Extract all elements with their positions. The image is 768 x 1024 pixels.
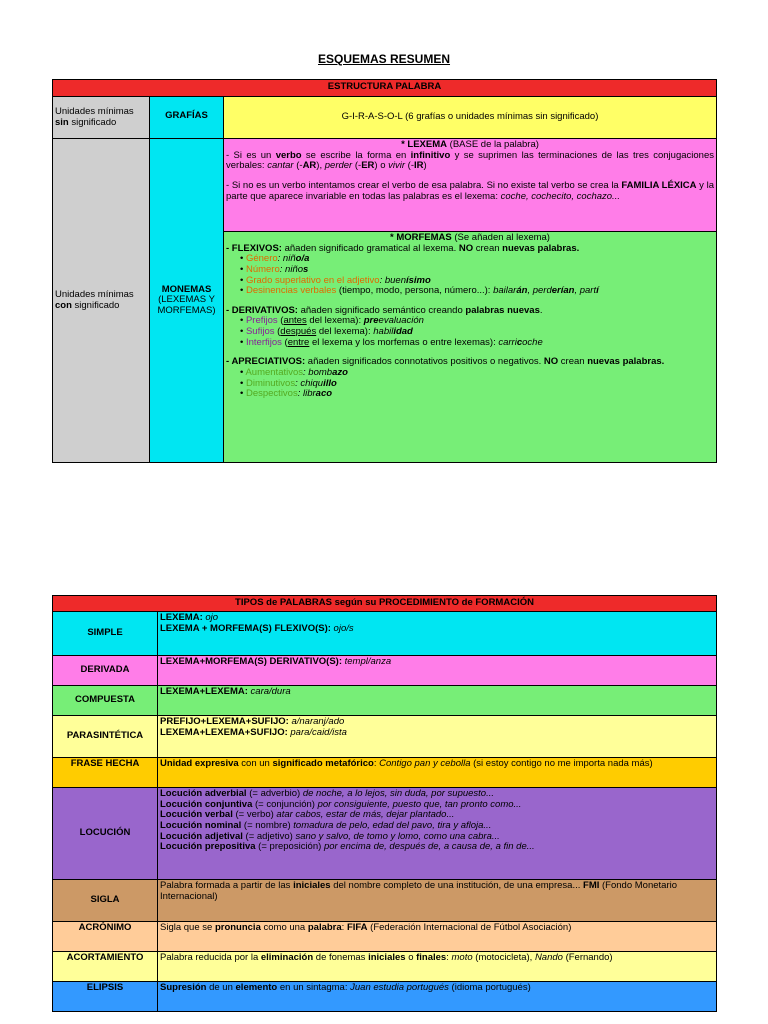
lexema-title: * LEXEMA (BASE de la palabra) (401, 139, 539, 150)
acronimo-value: Sigla que se pronuncia como una palabra: FIFA (Federación Internacional de Fútbol Asociación) (158, 922, 717, 952)
derivada-value: LEXEMA+MORFEMA(S) DERIVATIVO(S): templ/anza (158, 656, 717, 686)
morfemas-title: * MORFEMAS (Se añaden al lexema) (390, 232, 550, 243)
apreciativos-line: - APRECIATIVOS: añaden significados connotativos positivos o negativos. NO crean nuevas palabras. (226, 356, 665, 368)
simple-value: LEXEMA: ojo LEXEMA + MORFEMA(S) FLEXIVO(S): ojo/s (158, 612, 717, 656)
flexivos-line: - FLEXIVOS: añaden significado gramatical al lexema. NO crean nuevas palabras. (226, 242, 580, 254)
derivada-label: DERIVADA (53, 656, 158, 686)
derivativo-sufijos: • Sufijos (después del lexema): habilidad (240, 326, 413, 337)
acronimo-label: ACRÓNIMO (53, 922, 158, 952)
sigla-value: Palabra formada a partir de las iniciales del nombre completo de una institución, de una empresa... FMI (Fondo Monetario Internacional) (158, 880, 717, 922)
tipos-table (52, 595, 717, 1012)
locucion-conjuntiva: Locución conjuntiva (= conjunción) por consiguiente, puesto que, tan pronto como... (160, 798, 522, 810)
acortamiento-label: ACORTAMIENTO (53, 952, 158, 982)
parasintetica-value: PREFIJO+LEXEMA+SUFIJO: a/naranj/ado LEXEMA+LEXEMA+SUFIJO: para/caid/ista (158, 716, 717, 758)
parasintetica-label: PARASINTÉTICA (53, 716, 158, 758)
derivativo-interfijos: • Interfijos (entre el lexema y los morfemas o entre lexemas): carricoche (240, 336, 543, 348)
locucion-adjetival: Locución adjetival (= adjetivo) sano y salvo, de tomo y lomo, como una cabra... (160, 830, 500, 842)
flexivo-genero: • Género: niño/a (240, 253, 310, 265)
compuesta-label: COMPUESTA (53, 686, 158, 716)
unidades-con-label: Unidades mínimas con significado (53, 139, 150, 463)
frase-hecha-value: Unidad expresiva con un significado metafórico: Contigo pan y cebolla (si estoy contigo no me importa nada más) (158, 758, 717, 788)
locucion-adverbial: Locución adverbial (= adverbio) de noche, a lo lejos, sin duda, por supuesto... (160, 788, 495, 799)
derivativo-prefijos: • Prefijos (antes del lexema): preevaluación (240, 315, 424, 327)
locucion-prepositiva: Locución prepositiva (= preposición) por encima de, después de, a causa de, a fin de... (160, 841, 535, 853)
grafias-value: G-I-R-A-S-O-L (6 grafías o unidades mínimas sin significado) (224, 97, 717, 139)
locucion-value (158, 788, 717, 880)
monemas-label: MONEMAS (LEXEMAS Y MORFEMAS) (150, 139, 224, 463)
elipsis-label: ELIPSIS (53, 982, 158, 1012)
flexivo-numero: • Número: niños (240, 263, 309, 275)
tipos-header: TIPOS de PALABRAS según su PROCEDIMIENTO de FORMACIÓN (53, 596, 717, 612)
flexivo-desinencias: • Desinencias verbales (tiempo, modo, persona, número...): bailarán, perderían, partí (240, 285, 599, 297)
frase-hecha-label: FRASE HECHA (53, 758, 158, 788)
apreciativo-diminutivos: • Diminutivos: chiquillo (240, 377, 337, 389)
grafias-label: GRAFÍAS (150, 97, 224, 139)
compuesta-value: LEXEMA+LEXEMA: cara/dura (158, 686, 717, 716)
flexivo-grado: • Grado superlativo en el adjetivo: buenísimo (240, 274, 431, 286)
locucion-nominal: Locución nominal (= nombre) tomadura de pelo, edad del pavo, tira y afloja... (160, 819, 492, 831)
estructura-table (52, 79, 717, 463)
simple-label: SIMPLE (53, 612, 158, 656)
lexema-familia-rule: - Si no es un verbo intentamos crear el verbo de esa palabra. Si no existe tal verbo se crea la FAMILIA LÉXICA y la parte que aparece invariable en todas las palabras es el lexema: coche, cochecito, cochazo... (226, 179, 714, 202)
locucion-verbal: Locución verbal (= verbo) atar cabos, estar de más, dejar plantado... (160, 809, 455, 821)
estructura-header: ESTRUCTURA PALABRA (53, 80, 717, 97)
lexema-cell (224, 139, 717, 232)
acortamiento-value: Palabra reducida por la eliminación de fonemas iniciales o finales: moto (motocicleta), Nando (Fernando) (158, 952, 717, 982)
sigla-label: SIGLA (53, 880, 158, 922)
apreciativo-despectivos: • Despectivos: libraco (240, 388, 333, 400)
derivativos-line: - DERIVATIVOS: añaden significado semántico creando palabras nuevas. (226, 304, 543, 316)
lexema-verbo-rule: - Si es un verbo se escribe la forma en infinitivo y se suprimen las terminaciones de las tres conjugaciones verbales: cantar (-AR), perder (-ER) o vivir (-IR) (226, 149, 714, 172)
unidades-sin-label: Unidades mínimas sin significado (53, 97, 150, 139)
morfemas-cell (224, 232, 717, 463)
page-title: ESQUEMAS RESUMEN (317, 52, 451, 66)
apreciativo-aumentativos: • Aumentativos: bombazo (240, 366, 348, 378)
locucion-label: LOCUCIÓN (53, 788, 158, 880)
elipsis-value: Supresión de un elemento en un sintagma: Juan estudia portugués (idioma portugués) (158, 982, 717, 1012)
